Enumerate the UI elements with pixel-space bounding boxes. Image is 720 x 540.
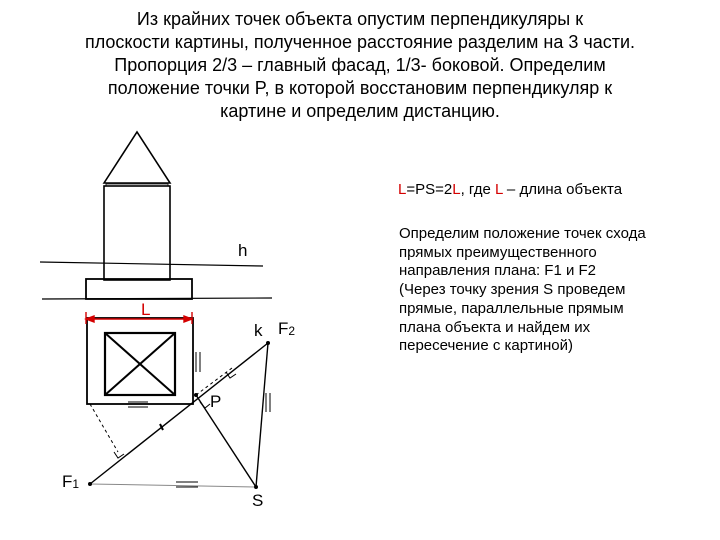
- desc-line-6: плана объекта и найдем их: [399, 318, 591, 336]
- title-line-4: положение точки P, в которой восстановим перпендикуляр к: [107, 78, 613, 98]
- formula-eq: =PS=2: [406, 181, 453, 198]
- roof-triangle: [104, 132, 170, 183]
- title-line-3: Пропорция 2/3 – главный фасад, 1/3- боковой. Определим: [114, 55, 606, 75]
- tick-mark-diagonal: [160, 424, 163, 430]
- horizon-line: [40, 262, 263, 266]
- desc-line-1: Определим положение точек схода: [399, 225, 646, 242]
- point-p: [194, 393, 198, 397]
- title-line-2: плоскости картины, полученное расстояние разделим на 3 части.: [84, 32, 636, 52]
- title-line-5: картине и определим дистанцию.: [220, 101, 500, 121]
- plinth-rect: [86, 279, 192, 299]
- line-p-to-s: [196, 395, 256, 487]
- line-f1-to-f2: [90, 343, 268, 484]
- dimension-l-arrow-right: [184, 316, 192, 322]
- picture-plane-line: [42, 298, 272, 299]
- line-f1-to-s: [90, 484, 256, 487]
- formula-l3: L: [494, 181, 503, 198]
- label-f1-sub: 1: [72, 477, 80, 491]
- desc-line-3: направления плана: F1 и F2: [399, 262, 597, 280]
- right-angle-mark-2: [114, 452, 124, 458]
- label-s: S: [252, 491, 264, 510]
- perp-left-corner: [90, 404, 118, 452]
- label-p: P: [210, 392, 222, 411]
- desc-line-5: прямые, параллельные прямым: [399, 299, 624, 317]
- formula-l2: L: [452, 181, 461, 198]
- facade-wall: [104, 186, 170, 280]
- formula-tail: – длина объекта: [502, 181, 623, 198]
- desc-line-7: пересечение с картиной): [399, 337, 573, 355]
- point-f2: [266, 341, 270, 345]
- label-f1-main: F: [62, 472, 73, 491]
- point-f1: [88, 482, 92, 486]
- label-l: L: [141, 300, 151, 319]
- label-f2-sub: 2: [288, 324, 296, 338]
- formula-l1: L: [398, 181, 407, 198]
- label-f2: [278, 319, 295, 338]
- point-s: [254, 485, 258, 489]
- desc-line-2: прямых преимущественного: [399, 243, 597, 261]
- plan-outer-square: [87, 318, 193, 404]
- title-line-1: Из крайних точек объекта опустим перпендикуляры к: [136, 9, 584, 29]
- label-k: k: [254, 321, 263, 340]
- label-f1: [62, 472, 79, 491]
- desc-line-4: (Через точку зрения S проведем: [399, 281, 626, 299]
- line-f2-to-s: [256, 343, 268, 487]
- label-f2-main: F: [278, 319, 289, 338]
- formula-where: , где: [460, 181, 495, 198]
- label-h: h: [238, 241, 248, 260]
